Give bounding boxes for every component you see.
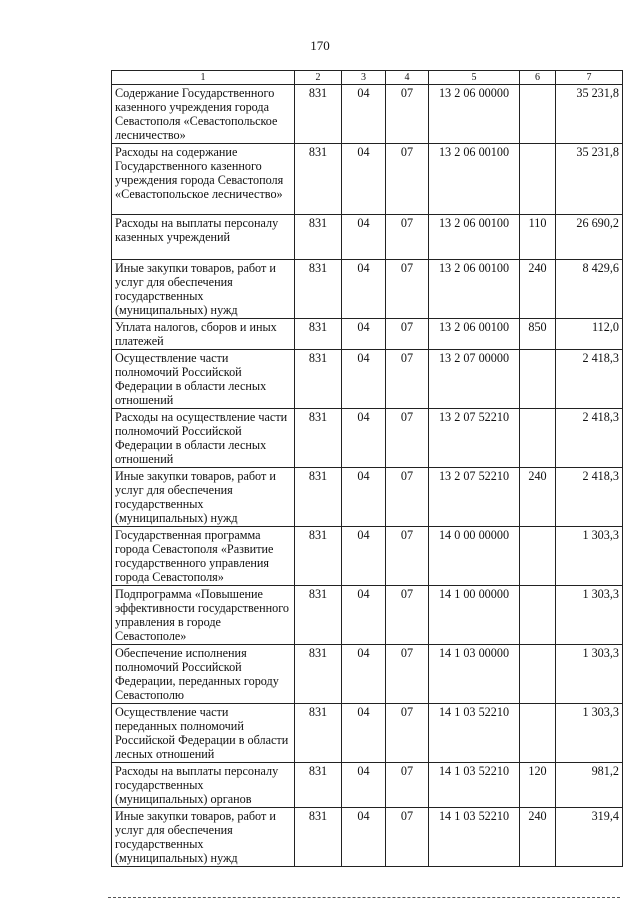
section-code-cell: 04: [342, 586, 386, 645]
amount-cell: 35 231,8: [556, 85, 623, 144]
amount-cell: 1 303,3: [556, 527, 623, 586]
column-header: 1: [112, 71, 295, 85]
expense-type-cell: 240: [520, 808, 556, 867]
amount-cell: 35 231,8: [556, 144, 623, 215]
section-code-cell: 04: [342, 85, 386, 144]
amount-cell: 319,4: [556, 808, 623, 867]
item-name-cell: Подпрограмма «Повышение эффективности государственного управления в городе Севастополе»: [112, 586, 295, 645]
section-code-cell: 04: [342, 319, 386, 350]
expense-type-cell: 850: [520, 319, 556, 350]
amount-cell: 2 418,3: [556, 350, 623, 409]
subsection-code-cell: 07: [386, 704, 429, 763]
table-row: [112, 260, 623, 319]
header-row: [112, 71, 623, 85]
expense-type-cell: [520, 645, 556, 704]
section-code-cell: 04: [342, 260, 386, 319]
ministry-code-cell: 831: [295, 409, 342, 468]
item-name-cell: Осуществление части полномочий Российской Федерации в области лесных отношений: [112, 350, 295, 409]
subsection-code-cell: 07: [386, 586, 429, 645]
target-article-cell: 14 1 03 52210: [429, 704, 520, 763]
section-code-cell: 04: [342, 808, 386, 867]
amount-cell: 981,2: [556, 763, 623, 808]
ministry-code-cell: 831: [295, 763, 342, 808]
section-code-cell: 04: [342, 144, 386, 215]
column-header: 5: [429, 71, 520, 85]
ministry-code-cell: 831: [295, 144, 342, 215]
table-row: [112, 319, 623, 350]
ministry-code-cell: 831: [295, 85, 342, 144]
expense-type-cell: 240: [520, 468, 556, 527]
target-article-cell: 13 2 06 00100: [429, 215, 520, 260]
subsection-code-cell: 07: [386, 808, 429, 867]
expense-type-cell: 110: [520, 215, 556, 260]
column-header: 4: [386, 71, 429, 85]
subsection-code-cell: 07: [386, 215, 429, 260]
target-article-cell: 14 0 00 00000: [429, 527, 520, 586]
ministry-code-cell: 831: [295, 645, 342, 704]
target-article-cell: 13 2 06 00100: [429, 319, 520, 350]
ministry-code-cell: 831: [295, 350, 342, 409]
ministry-code-cell: 831: [295, 468, 342, 527]
section-code-cell: 04: [342, 468, 386, 527]
column-header: 3: [342, 71, 386, 85]
table-row: [112, 144, 623, 215]
target-article-cell: 13 2 06 00000: [429, 85, 520, 144]
subsection-code-cell: 07: [386, 645, 429, 704]
subsection-code-cell: 07: [386, 350, 429, 409]
expense-type-cell: [520, 144, 556, 215]
budget-table: [111, 70, 623, 867]
expense-type-cell: [520, 409, 556, 468]
target-article-cell: 14 1 03 00000: [429, 645, 520, 704]
table-row: [112, 763, 623, 808]
table-row: [112, 704, 623, 763]
section-code-cell: 04: [342, 704, 386, 763]
table-row: [112, 215, 623, 260]
column-header: 7: [556, 71, 623, 85]
expense-type-cell: 240: [520, 260, 556, 319]
subsection-code-cell: 07: [386, 144, 429, 215]
item-name-cell: Государственная программа города Севастополя «Развитие государственного управления города Севастополя»: [112, 527, 295, 586]
item-name-cell: Расходы на выплаты персоналу казенных учреждений: [112, 215, 295, 260]
table-row: [112, 468, 623, 527]
table-row: [112, 85, 623, 144]
ministry-code-cell: 831: [295, 586, 342, 645]
page-bottom-rule: [108, 897, 620, 898]
item-name-cell: Иные закупки товаров, работ и услуг для обеспечения государственных (муниципальных) нужд: [112, 808, 295, 867]
ministry-code-cell: 831: [295, 215, 342, 260]
amount-cell: 1 303,3: [556, 586, 623, 645]
target-article-cell: 13 2 07 52210: [429, 409, 520, 468]
column-header: 6: [520, 71, 556, 85]
amount-cell: 2 418,3: [556, 409, 623, 468]
target-article-cell: 14 1 00 00000: [429, 586, 520, 645]
item-name-cell: Расходы на выплаты персоналу государственных (муниципальных) органов: [112, 763, 295, 808]
amount-cell: 26 690,2: [556, 215, 623, 260]
target-article-cell: 13 2 07 00000: [429, 350, 520, 409]
section-code-cell: 04: [342, 409, 386, 468]
subsection-code-cell: 07: [386, 260, 429, 319]
section-code-cell: 04: [342, 645, 386, 704]
amount-cell: 112,0: [556, 319, 623, 350]
item-name-cell: Иные закупки товаров, работ и услуг для обеспечения государственных (муниципальных) нужд: [112, 468, 295, 527]
ministry-code-cell: 831: [295, 527, 342, 586]
subsection-code-cell: 07: [386, 85, 429, 144]
expense-type-cell: 120: [520, 763, 556, 808]
expense-type-cell: [520, 85, 556, 144]
amount-cell: 8 429,6: [556, 260, 623, 319]
ministry-code-cell: 831: [295, 704, 342, 763]
table-row: [112, 645, 623, 704]
expense-type-cell: [520, 586, 556, 645]
ministry-code-cell: 831: [295, 808, 342, 867]
section-code-cell: 04: [342, 763, 386, 808]
amount-cell: 2 418,3: [556, 468, 623, 527]
section-code-cell: 04: [342, 350, 386, 409]
subsection-code-cell: 07: [386, 527, 429, 586]
expense-type-cell: [520, 704, 556, 763]
item-name-cell: Иные закупки товаров, работ и услуг для обеспечения государственных (муниципальных) нужд: [112, 260, 295, 319]
ministry-code-cell: 831: [295, 260, 342, 319]
target-article-cell: 13 2 07 52210: [429, 468, 520, 527]
item-name-cell: Расходы на содержание Государственного казенного учреждения города Севастополя «Севастопольское лесничество»: [112, 144, 295, 215]
section-code-cell: 04: [342, 215, 386, 260]
expense-type-cell: [520, 527, 556, 586]
target-article-cell: 14 1 03 52210: [429, 808, 520, 867]
table-row: [112, 586, 623, 645]
amount-cell: 1 303,3: [556, 645, 623, 704]
ministry-code-cell: 831: [295, 319, 342, 350]
page-number: 170: [310, 38, 330, 53]
target-article-cell: 14 1 03 52210: [429, 763, 520, 808]
column-header: 2: [295, 71, 342, 85]
table-row: [112, 350, 623, 409]
section-code-cell: 04: [342, 527, 386, 586]
subsection-code-cell: 07: [386, 409, 429, 468]
item-name-cell: Уплата налогов, сборов и иных платежей: [112, 319, 295, 350]
amount-cell: 1 303,3: [556, 704, 623, 763]
subsection-code-cell: 07: [386, 763, 429, 808]
target-article-cell: 13 2 06 00100: [429, 144, 520, 215]
table-row: [112, 527, 623, 586]
target-article-cell: 13 2 06 00100: [429, 260, 520, 319]
subsection-code-cell: 07: [386, 468, 429, 527]
table-row: [112, 808, 623, 867]
item-name-cell: Обеспечение исполнения полномочий Российской Федерации, переданных городу Севастополю: [112, 645, 295, 704]
table-body: [112, 85, 623, 867]
item-name-cell: Содержание Государственного казенного учреждения города Севастополя «Севастопольское лесничество»: [112, 85, 295, 144]
subsection-code-cell: 07: [386, 319, 429, 350]
item-name-cell: Осуществление части переданных полномочий Российской Федерации в области лесных отношений: [112, 704, 295, 763]
table-row: [112, 409, 623, 468]
item-name-cell: Расходы на осуществление части полномочий Российской Федерации в области лесных отношений: [112, 409, 295, 468]
expense-type-cell: [520, 350, 556, 409]
